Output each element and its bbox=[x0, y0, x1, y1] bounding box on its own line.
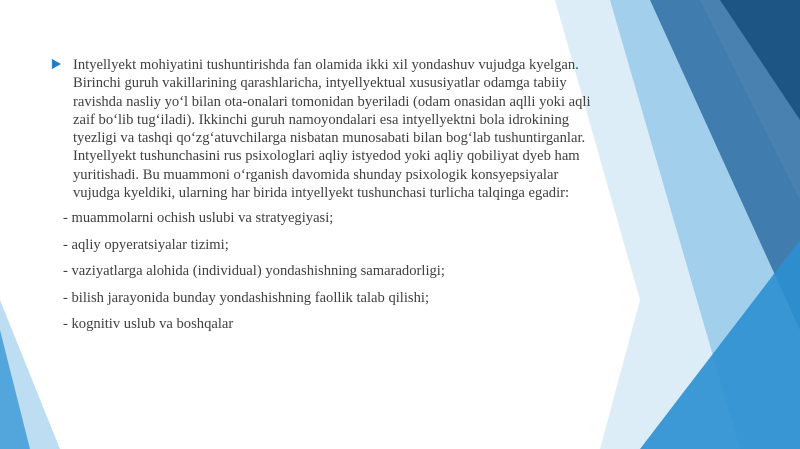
list-item: - vaziyatlarga alohida (individual) yondashishning samaradorligi; bbox=[63, 263, 445, 280]
main-paragraph: Intyellyekt mohiyatini tushuntirishda fan olamida ikki xil yondashuv vujudga kyelgan. Birinchi guruh vakillarining qarashlaricha, intyellyektual xususiyatlar odamga tabiiy ravishda nasliy yoʻl bilan ota-onalari tomonidan byeriladi (odam onasidan aqlli yoki aqli zaif boʻlib tugʻiladi). Ikkinchi guruh namoyondalari esa intyellyektni bola idrokining tyezligi va tashqi qoʻzgʻatuvchilarga nisbatan munosabati bilan bogʻlab tushuntirganlar. Intyellyekt tushunchasini rus psixologlari aqliy istyedod yoki aqliy qobiliyat dyeb ham yuritishadi. Bu muammoni oʻrganish davomida shunday psixologik konsyepsiyalar vujudga kyeldiki, ularning har birida intyellyekt tushunchasi turlicha talqinga egadir: bbox=[73, 57, 591, 202]
list-item: - aqliy opyeratsiyalar tizimi; bbox=[63, 236, 229, 253]
approach-list bbox=[52, 209, 600, 333]
list-item: - kognitiv uslub va boshqalar bbox=[63, 316, 234, 333]
list-item: - muammolarni ochish uslubi va stratyegiyasi; bbox=[63, 210, 334, 227]
triangle-right-icon bbox=[52, 59, 61, 69]
bullet-paragraph bbox=[52, 56, 600, 202]
content-area bbox=[52, 56, 600, 342]
list-item: - bilish jarayonida bunday yondashishning faollik talab qilishi; bbox=[63, 289, 430, 306]
decor-panel-left-bottom-light bbox=[0, 300, 60, 449]
